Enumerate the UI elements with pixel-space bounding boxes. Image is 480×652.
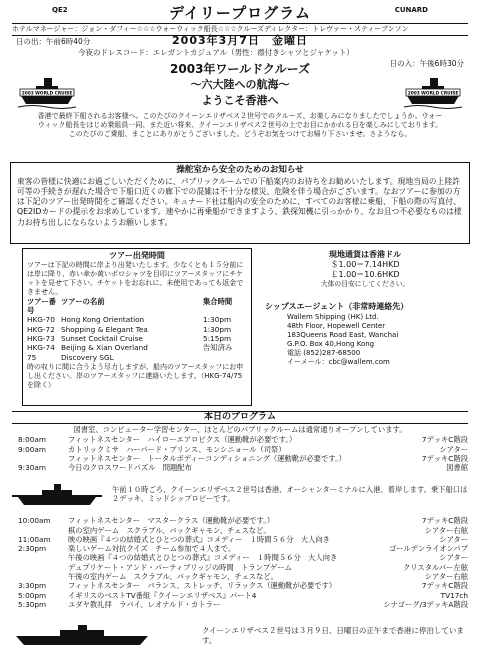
departure-notice <box>12 622 468 650</box>
tour-row <box>27 334 247 343</box>
tour-name: Sunset Cocktail Cruise <box>61 334 143 344</box>
agent-line: Wallem Shipping (HK) Ltd. <box>287 313 379 321</box>
event-desc: イギリスのベストTV番組『クイーンエリザベス』パート4 <box>68 590 257 600</box>
agent-line: イーメール：cbc@wallem.com <box>287 357 390 366</box>
sunrise-time: 日の出：午前6時40分 <box>16 37 91 46</box>
event-desc: 映の映画『４つの結婚式とひとつの葬式』コメディー １時間５６分 大人向き <box>68 534 330 544</box>
tours-header-row <box>27 297 247 316</box>
svg-text:2003 WORLD CRUISE: 2003 WORLD CRUISE <box>21 91 73 97</box>
tour-number: HKG-74 <box>27 343 55 353</box>
dress-code: 今夜のドレスコード：エレガントカジュアル（男性：襟付きシャツとジャケット） <box>78 48 354 57</box>
event-time: 8:00am <box>18 435 46 445</box>
tour-row <box>27 343 247 352</box>
event-desc: 棋の室内ゲーム スクラブル、バックギャモン、チェスなど。 <box>68 525 271 535</box>
event-desc: フィットネスセンター トータルボディーコンディショニング（運動靴が必要です。） <box>68 453 346 463</box>
event-time: 9:00am <box>18 444 46 454</box>
event-time: 5:30pm <box>18 599 47 609</box>
svg-text:2003 WORLD CRUISE: 2003 WORLD CRUISE <box>407 91 459 97</box>
event-desc: 今日のクロスワードパズル 問題配布 <box>68 463 192 473</box>
ship-silhouette-icon <box>12 624 152 648</box>
event-location: シアター <box>439 553 468 563</box>
event-desc: デュプリケート・アンド・パーティブリッジの時間 トランプゲーム <box>68 562 292 572</box>
tour-time: 告知済み <box>203 343 233 353</box>
arrival-notice <box>12 474 468 514</box>
tour-row <box>27 325 247 334</box>
tour-row <box>27 353 247 362</box>
agent-line: G.P.O. Box 40,Hong Kong <box>287 339 375 348</box>
event-location: シアター右舷 <box>424 525 468 535</box>
departure-text: クイーンエリザベス２世号は３月９日、日曜日の正午まで香港に停泊しています。 <box>202 626 464 645</box>
gbp-rate: ￡1.00＝10.6HKD <box>330 270 400 279</box>
tour-name: Discovery SGL <box>61 352 114 362</box>
event-row <box>12 454 468 463</box>
event-row <box>12 581 468 590</box>
ship-icon <box>12 480 102 508</box>
event-location: ゴールデンライオンパブ <box>388 544 468 554</box>
event-time: 10:00am <box>18 516 51 526</box>
event-row <box>12 544 468 553</box>
tour-row <box>27 315 247 324</box>
event-time <box>12 572 68 581</box>
event-location: クリスタルバー左舷 <box>402 562 468 572</box>
world-cruise-logo-right <box>402 66 464 110</box>
event-location: 7デッキC階段 <box>421 516 468 526</box>
event-location: 7デッキC階段 <box>421 581 468 591</box>
cruise-subtitle: 〜六大陸への航海〜 <box>190 78 290 91</box>
safety-title: 操舵室から安全のためのお知らせ <box>176 165 304 175</box>
event-desc: フィットネスセンター バランス、ストレッチ、リラックス（運動靴が必要です） <box>68 581 337 591</box>
agent-line: 48th Floor, Hopewell Center <box>287 321 386 330</box>
tours-footer: 時の収りに間に合うよう尽力しますが、船内のツアースタッフにお申し出ください。岸のツアースタッフに連絡いたします。（HKG-74/75を除く） <box>27 363 244 390</box>
agent-line: 電話 (852)287-68500 <box>287 348 361 357</box>
ship-agent-info <box>265 302 470 367</box>
tours-intro: ツアーは下記の時間に岸より出発いたします。少なくとも１５分前には岸に降り、赤い傘か黄いポロシャツを目印にツアースタッフにチケットを見せて下さい。チケットをお忘れに、未使用であっても返金できません。 <box>27 261 244 296</box>
event-time <box>12 553 68 562</box>
event-row <box>12 591 468 600</box>
event-time <box>12 526 68 535</box>
farewell-note: 香港で最終下船されるお客様へ。このたびのクイーンエリザベス２世号でのクルーズ、お楽しみになりましたでしょうか。ウォーウィック船長をはじめ乗組員一同、また近い将来、クイーンエリザベス２世号の上でお目にかかれる日を楽しみにしております。このたびのご乗船、まことにありがとうございました。どうぞお気をつけてお帰り下さいませ。さようなら。 <box>37 112 443 139</box>
tour-name: Shopping & Elegant Tea <box>61 324 148 334</box>
safety-notice-box <box>10 162 470 244</box>
event-time: 3:30pm <box>18 581 47 591</box>
event-time: 5:00pm <box>18 590 47 600</box>
usd-rate: ＄1.00＝7.14HKD <box>330 260 400 269</box>
staff-line: ホテルマネージャー：ジョン・ダフィー☆☆☆ウォーウィック船長☆☆☆クルーズディレクター：トレヴァー・スティーブンソン <box>12 23 468 36</box>
event-desc: ユダヤ教礼拝 ラバイ、レオナルド・カトラー <box>68 599 221 609</box>
event-desc: 午後の室内ゲーム スクラブル、バックギャモン、チェスなど。 <box>68 572 278 582</box>
event-row <box>12 516 468 525</box>
world-cruise-logo-left <box>16 66 78 110</box>
event-row <box>12 535 468 544</box>
program-note: 図書室、コンピューター学習センター、ほとんどのパブリックルームは通常通りオープンしています。 <box>73 425 407 435</box>
cruise-title: 2003年ワールドクルーズ <box>170 62 310 76</box>
event-row <box>12 526 468 535</box>
event-row <box>12 553 468 562</box>
tour-number: HKG-70 <box>27 315 55 325</box>
tour-number: HKG-72 <box>27 324 55 334</box>
event-desc: フィットネスセンター マスタークラス（運動靴が必要です。） <box>68 516 275 526</box>
agent-line: 183Queens Road East, Wanchai <box>287 330 399 339</box>
tour-time: 5:15pm <box>203 334 232 344</box>
event-desc: 午後の映画『４つの結婚式とひとつの葬式』コメディー １時間５６分 大人向き <box>68 553 338 563</box>
safety-body: 東客の皆様に快適にお過ごしいただくために、パブリックルームでの下船案内のお待ちをお勧めいたします。現地当局の上陸許可等の手続きが遅れた場合で下船口近くの廊下での混雑は不十分な様災、危険を伴う場合がございます。なおツアーに参加の方は下記のツアー出発時間をご確認ください。キュナード社は船内の安全のために、すべてのお客様に乗船、下船の際の写真付、QE2IDカードの提示をお求めしています。速やかに再乗船ができますよう、鉄探知機に引っかかり、なお且つ不必要なものは様力お持ち出しにならないようお願いします。 <box>17 176 462 227</box>
arrival-text: 午前１０時ごろ、クイーンエリザベス２世号は香港、オーシャンターミナルに入港、着岸します。乗下船口は２デッキ、ミッドシップロビーです。 <box>112 484 468 504</box>
event-row <box>12 435 468 444</box>
event-desc: カトリックミサ ハーパード・プリンス、モンシニョール（司祭） <box>68 444 286 454</box>
rate-note: 大体の目安にしてください。 <box>320 280 410 288</box>
qe2-tag: QE2 <box>52 6 68 14</box>
event-row <box>12 600 468 609</box>
event-location: TV17ch <box>440 590 468 600</box>
cunard-tag: CUNARD <box>394 6 428 14</box>
tour-number: HKG-73 <box>27 334 55 344</box>
event-row <box>12 563 468 572</box>
todays-program <box>12 411 468 609</box>
program-title: 本日のプログラム <box>12 411 468 424</box>
sunset-time: 日の入：午後6時30分 <box>389 59 464 68</box>
event-location: シナゴーグ/3デッキA階段 <box>383 599 468 609</box>
col-meet-time: 集合時間 <box>203 296 233 306</box>
agent-title: シップスエージェント（非常時連絡先） <box>265 302 409 311</box>
col-tour-name: ツアーの名前 <box>61 296 105 306</box>
event-desc: フィットネスセンター ハイローエアロビクス（運動靴が必要です。） <box>68 435 297 445</box>
tour-name: Hong Kong Orientation <box>61 315 145 325</box>
col-tour-number: ツアー番号 <box>27 296 56 316</box>
event-location: 7デッキC階段 <box>421 453 468 463</box>
event-location: シアター <box>439 444 468 454</box>
event-time <box>12 563 68 572</box>
tour-time <box>203 353 247 362</box>
event-time: 11:00am <box>18 534 51 544</box>
event-location: シアター <box>439 534 468 544</box>
tour-number: 75 <box>27 352 37 362</box>
tour-time: 1:30pm <box>203 315 232 325</box>
event-row <box>12 445 468 454</box>
issue-date: 2003年3月7日 金曜日 <box>172 34 308 47</box>
event-row <box>12 463 468 472</box>
event-location: 7デッキC階段 <box>421 435 468 445</box>
tour-departures-box <box>22 248 252 406</box>
currency-info <box>265 250 465 288</box>
event-time: 2:30pm <box>18 544 47 554</box>
event-time: 9:30am <box>18 463 46 473</box>
event-row <box>12 572 468 581</box>
tour-name: Beijing & Xian Overland <box>61 343 148 353</box>
currency-title: 現地通貨は香港ドル <box>329 250 401 259</box>
event-desc: 楽しいゲーム対抗クイズ チーム参加で４人まで。 <box>68 544 236 554</box>
event-location: 図書館 <box>446 463 468 473</box>
welcome-heading: ようこそ香港へ <box>201 94 279 107</box>
tour-time: 1:30pm <box>203 324 232 334</box>
event-location: シアター右舷 <box>424 572 468 582</box>
page-title: デイリープログラム <box>168 4 312 22</box>
masthead <box>8 4 472 154</box>
event-time <box>12 454 68 463</box>
tours-title: ツアー出発時間 <box>109 251 165 260</box>
